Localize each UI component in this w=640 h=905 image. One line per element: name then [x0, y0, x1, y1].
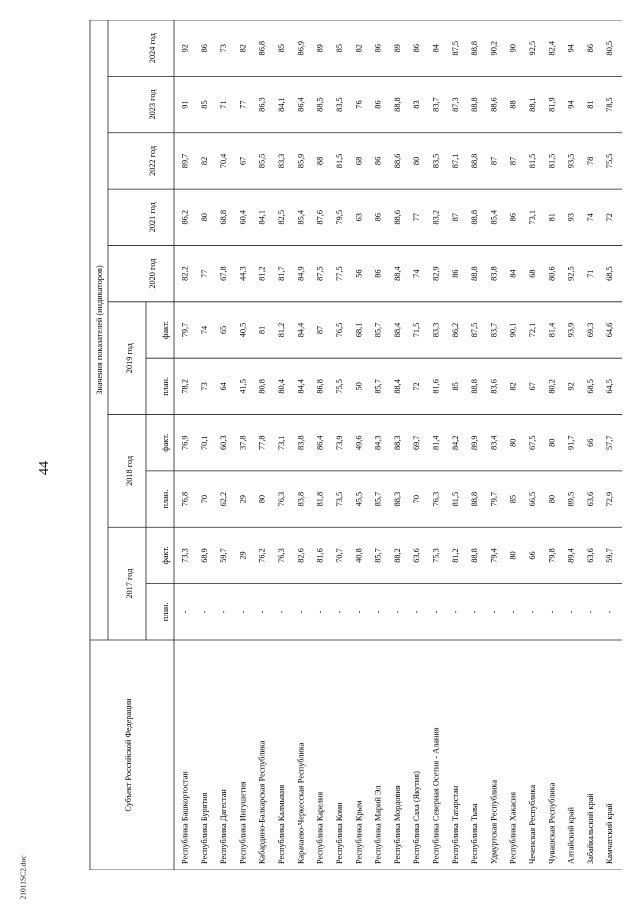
table-cell: 62,2	[219, 491, 229, 507]
table-cell: 67,5	[527, 435, 537, 450]
table-cell: 29	[238, 494, 248, 504]
table-cell: 60,3	[219, 435, 229, 450]
indicator-table	[82, 20, 622, 870]
table-cell: 85	[199, 100, 209, 109]
table-cell: 86	[373, 156, 383, 166]
table-cell: 86	[373, 213, 383, 222]
table-cell: 88,3	[392, 491, 402, 507]
table-cell: 67	[238, 156, 248, 166]
table-cell: 79,7	[489, 491, 499, 507]
table-cell: 68,5	[605, 266, 615, 281]
table-cell: 82	[508, 382, 518, 391]
table-row-subject: Республика Татарстан	[450, 785, 460, 864]
table-cell: 81,9	[547, 97, 557, 112]
year-header: 2018 год	[125, 455, 134, 486]
table-cell: 90,2	[489, 40, 499, 56]
table-cell: 69,3	[585, 322, 595, 338]
table-cell: 68,8	[219, 210, 229, 225]
table-cell: 81,7	[277, 266, 287, 281]
table-cell: 82,4	[547, 40, 557, 56]
table-cell: 83,4	[489, 435, 499, 450]
table-cell: 80	[508, 551, 518, 560]
table-cell: 40,5	[238, 322, 248, 338]
table-cell: 85,7	[373, 491, 383, 507]
table-cell: 50	[354, 382, 364, 391]
table-cell: 82,6	[296, 548, 306, 563]
table-cell: 75,5	[334, 379, 344, 394]
table-cell: 83,3	[277, 153, 287, 169]
table-cell: 81,2	[277, 322, 287, 338]
table-cell: 84,4	[296, 322, 306, 338]
table-cell: 85,9	[296, 153, 306, 169]
table-cell: 85,7	[373, 548, 383, 563]
table-cell: 88,8	[470, 210, 480, 225]
year-header: 2023 год	[148, 89, 157, 120]
table-cell: 59,7	[605, 548, 615, 563]
table-cell: 70,7	[334, 548, 344, 563]
table-cell: -	[605, 610, 615, 614]
table-cell: 85	[334, 44, 344, 53]
year-header: 2022 год	[148, 145, 157, 176]
table-cell: 76	[354, 100, 364, 109]
table-cell: 85	[450, 382, 460, 391]
table-cell: 86,4	[315, 435, 325, 450]
table-cell: 82,9	[431, 266, 441, 281]
table-cell: 89	[315, 44, 325, 53]
table-row-subject: Алтайский край	[566, 807, 576, 864]
table-cell: 80,4	[277, 379, 287, 394]
table-cell: 72,9	[605, 491, 615, 507]
table-row-subject: Республика Северная Осетия - Алания	[431, 727, 441, 864]
table-cell: 89,4	[566, 548, 576, 563]
table-cell: 85,4	[489, 210, 499, 225]
table-cell: 45,5	[354, 491, 364, 507]
table-cell: 76,3	[277, 491, 287, 507]
indicators-header: Значения показателей (индикаторов)	[95, 265, 104, 395]
table-cell: 80	[547, 494, 557, 504]
table-cell: 65	[219, 325, 229, 335]
table-cell: 67	[527, 382, 537, 391]
table-cell: 85,5	[257, 153, 267, 169]
table-cell: 88,6	[392, 210, 402, 225]
year-header: 2024 год	[148, 33, 157, 64]
table-cell: 88,8	[470, 97, 480, 112]
table-cell: 88,8	[470, 548, 480, 563]
table-cell: -	[450, 610, 460, 614]
table-cell: 68,5	[585, 379, 595, 394]
table-cell: 76,3	[431, 491, 441, 507]
table-cell: -	[585, 610, 595, 614]
table-cell: 73,1	[527, 210, 537, 225]
table-cell: 81,5	[527, 153, 537, 169]
table-cell: 87,5	[450, 40, 460, 56]
table-cell: -	[257, 610, 267, 614]
table-row-subject: Забайкальский край	[585, 793, 595, 864]
table-cell: 83,6	[489, 379, 499, 394]
table-cell: 86,2	[180, 210, 190, 225]
table-cell: 90,1	[508, 322, 518, 338]
table-cell: 89,5	[566, 491, 576, 507]
table-cell: 92,5	[527, 40, 537, 56]
table-cell: 78,5	[605, 97, 615, 112]
table-cell: 83,8	[296, 435, 306, 450]
table-cell: 85,7	[373, 379, 383, 394]
table-cell: 83,5	[431, 153, 441, 169]
table-cell: 68,1	[354, 322, 364, 338]
table-cell: 87,5	[315, 266, 325, 281]
table-cell: 81,6	[431, 379, 441, 394]
table-cell: 92,5	[566, 266, 576, 281]
table-cell: 80,5	[605, 40, 615, 56]
table-row-subject: Республика Дагестан	[219, 789, 229, 864]
table-cell: 86,3	[257, 97, 267, 112]
table-cell: 83,5	[334, 97, 344, 112]
table-cell: 80,6	[547, 266, 557, 281]
table-cell: 70,1	[199, 435, 209, 450]
table-row-subject: Республика Саха (Якутия)	[412, 771, 422, 864]
table-cell: 69,7	[412, 435, 422, 450]
table-cell: 83,8	[296, 491, 306, 507]
table-cell: 72	[412, 382, 422, 391]
table-cell: 88,8	[392, 97, 402, 112]
table-cell: 89	[392, 44, 402, 53]
table-cell: 83,2	[431, 210, 441, 225]
table-cell: 79,8	[547, 548, 557, 563]
table-cell: 87,1	[450, 153, 460, 169]
table-cell: 81,5	[547, 153, 557, 169]
table-cell: 71,5	[412, 322, 422, 338]
table-row-subject: Республика Калмыкия	[277, 784, 287, 864]
table-cell: 64	[219, 382, 229, 391]
table-row-subject: Чувашская Республика	[547, 782, 557, 864]
table-cell: 74	[585, 213, 595, 222]
table-cell: 60,4	[238, 210, 248, 225]
page-number: 44	[37, 461, 52, 475]
table-cell: 91,7	[566, 435, 576, 450]
table-cell: 73,5	[334, 491, 344, 507]
table-cell: 85,7	[373, 322, 383, 338]
table-cell: -	[373, 610, 383, 614]
table-cell: 83,3	[431, 322, 441, 338]
table-cell: 88	[315, 156, 325, 166]
table-cell: 84,9	[296, 266, 306, 281]
table-cell: 89,7	[180, 153, 190, 169]
table-cell: 88,4	[392, 266, 402, 281]
table-cell: 83,8	[489, 266, 499, 281]
table-cell: -	[180, 610, 190, 614]
table-cell: 81,2	[257, 266, 267, 281]
year-header: 2017 год	[125, 568, 134, 599]
table-cell: -	[412, 610, 422, 614]
table-cell: 41,5	[238, 379, 248, 394]
table-cell: 94	[566, 100, 576, 109]
table-cell: 83	[412, 100, 422, 109]
table-cell: 88	[508, 100, 518, 109]
table-cell: 88,8	[470, 379, 480, 394]
table-cell: 90	[508, 44, 518, 53]
table-cell: 76,3	[277, 548, 287, 563]
table-cell: 88,6	[392, 153, 402, 169]
table-row-subject: Кабардино-Балкарская Республика	[257, 740, 267, 864]
table-cell: 59,7	[219, 548, 229, 563]
table-cell: 76,8	[180, 491, 190, 507]
year-header: 2019 год	[125, 343, 134, 374]
table-cell: 86	[412, 44, 422, 53]
table-cell: 79,7	[180, 322, 190, 338]
table-cell: 44,3	[238, 266, 248, 281]
table-cell: 86,4	[296, 97, 306, 112]
table-cell: 84,1	[277, 97, 287, 112]
table-cell: 66	[585, 438, 595, 447]
table-cell: 88,5	[315, 97, 325, 112]
table-cell: 79,4	[489, 548, 499, 563]
table-cell: 64,6	[605, 322, 615, 338]
table-cell: 87	[315, 325, 325, 335]
table-cell: 88,8	[470, 40, 480, 56]
table-cell: 77,5	[334, 266, 344, 281]
table-cell: 85,4	[296, 210, 306, 225]
table-cell: 87,6	[315, 210, 325, 225]
table-cell: 80	[508, 438, 518, 447]
plan-header: план.	[161, 376, 170, 396]
table-cell: -	[354, 610, 364, 614]
table-cell: 82	[238, 44, 248, 53]
table-row-subject: Республика Хакасия	[508, 791, 518, 864]
table-cell: 88,1	[527, 97, 537, 112]
table-cell: 79,5	[334, 210, 344, 225]
table-cell: 63,6	[585, 491, 595, 507]
table-row-subject: Республика Бурятия	[199, 792, 209, 864]
table-cell: -	[547, 610, 557, 614]
table-row-subject: Республика Марий Эл	[373, 785, 383, 864]
table-cell: 94	[566, 44, 576, 53]
table-cell: 78	[585, 156, 595, 166]
table-cell: 76,5	[334, 322, 344, 338]
table-cell: 81	[257, 325, 267, 335]
table-cell: 40,8	[354, 548, 364, 563]
fact-header: факт.	[161, 433, 170, 452]
table-row-subject: Удмуртская Республика	[489, 780, 499, 864]
table-cell: 81,6	[315, 548, 325, 563]
table-row-subject: Чеченская Республика	[527, 784, 537, 864]
table-cell: 63,6	[412, 548, 422, 563]
table-cell: 86,8	[315, 379, 325, 394]
table-cell: 86,8	[257, 40, 267, 56]
table-cell: 80,2	[547, 379, 557, 394]
table-cell: 84	[508, 269, 518, 278]
table-cell: 84,2	[450, 435, 460, 450]
table-row-subject: Камчатский край	[605, 803, 615, 864]
table-cell: 78,2	[180, 379, 190, 394]
table-cell: 74	[412, 269, 422, 278]
table-cell: 86	[373, 100, 383, 109]
table-cell: 81	[585, 100, 595, 109]
table-row-subject: Республика Крым	[354, 800, 364, 864]
table-cell: 88,8	[470, 491, 480, 507]
table-row-subject: Карачаево-Черкесская Республика	[296, 742, 306, 864]
table-cell: 86	[508, 213, 518, 222]
table-cell: 86	[373, 269, 383, 278]
table-cell: 86	[199, 44, 209, 53]
table-cell: 92	[566, 382, 576, 391]
table-cell: 87	[450, 213, 460, 222]
table-cell: 80	[199, 213, 209, 222]
table-cell: 80	[257, 494, 267, 504]
table-cell: 73,9	[334, 435, 344, 450]
table-cell: -	[315, 610, 325, 614]
table-cell: 72,1	[527, 322, 537, 338]
table-row-subject: Республика Карелия	[315, 791, 325, 864]
table-cell: 86,2	[450, 322, 460, 338]
table-cell: 64,5	[605, 379, 615, 394]
table-cell: 81,5	[334, 153, 344, 169]
table-cell: 70	[199, 494, 209, 504]
table-row-subject: Республика Тыва	[470, 803, 480, 864]
fact-header: факт.	[161, 320, 170, 340]
table-cell: 68	[527, 269, 537, 278]
table-cell: 70,4	[219, 153, 229, 169]
table-cell: 92	[180, 44, 190, 53]
table-cell: -	[508, 610, 518, 614]
table-cell: 80	[412, 156, 422, 166]
table-cell: 72	[605, 213, 615, 222]
table-cell: 67,8	[219, 266, 229, 281]
table-cell: 85	[508, 494, 518, 504]
table-cell: 81,2	[450, 548, 460, 563]
table-cell: -	[219, 610, 229, 614]
table-cell: 73,1	[277, 435, 287, 450]
table-row-subject: Республика Коми	[334, 802, 344, 864]
table-cell: 88,6	[489, 97, 499, 112]
table-cell: 81	[547, 213, 557, 222]
table-cell: 88,4	[392, 322, 402, 338]
table-cell: 66	[527, 551, 537, 560]
table-cell: 77	[412, 213, 422, 222]
table-cell: 75,3	[431, 548, 441, 563]
table-row-subject: Республика Мордовия	[392, 785, 402, 864]
table-cell: -	[470, 610, 480, 614]
table-cell: 80	[547, 438, 557, 447]
table-cell: 66,5	[527, 491, 537, 507]
table-cell: -	[199, 610, 209, 614]
table-cell: 84,4	[296, 379, 306, 394]
table-cell: -	[238, 610, 248, 614]
table-cell: 74	[199, 325, 209, 335]
table-cell: 81,8	[315, 491, 325, 507]
plan-header: план.	[161, 489, 170, 509]
table-cell: 68	[354, 156, 364, 166]
table-cell: 88,4	[392, 379, 402, 394]
table-cell: 37,8	[238, 435, 248, 450]
table-cell: 88,2	[392, 548, 402, 563]
table-cell: -	[392, 610, 402, 614]
table-cell: 70	[412, 494, 422, 504]
table-cell: 82,5	[277, 210, 287, 225]
table-cell: 85	[277, 44, 287, 53]
table-cell: 56	[354, 269, 364, 278]
year-header: 2020 год	[148, 258, 157, 289]
table-cell: 93,5	[566, 153, 576, 169]
table-cell: 81,4	[431, 435, 441, 450]
table-cell: 83,7	[489, 322, 499, 338]
table-cell: 86,9	[296, 40, 306, 56]
table-cell: 93	[566, 213, 576, 222]
table-cell: 57,7	[605, 435, 615, 450]
table-cell: 29	[238, 551, 248, 560]
table-cell: 88,8	[470, 266, 480, 281]
rotated-table-group	[90, 20, 622, 870]
table-cell: 71	[585, 269, 595, 278]
table-cell: 80,8	[257, 379, 267, 394]
year-header: 2021 год	[148, 202, 157, 233]
table-cell: 88,3	[392, 435, 402, 450]
table-cell: -	[431, 610, 441, 614]
table-cell: 63,6	[585, 548, 595, 563]
table-cell: 81,4	[547, 322, 557, 338]
table-cell: -	[566, 610, 576, 614]
table-cell: 63	[354, 213, 364, 222]
table-cell: 77	[199, 269, 209, 278]
table-cell: -	[334, 610, 344, 614]
table-cell: 86	[373, 44, 383, 53]
table-cell: 83,7	[431, 97, 441, 112]
table-cell: 87,5	[470, 322, 480, 338]
table-cell: 81,5	[450, 491, 460, 507]
table-cell: 84,3	[373, 435, 383, 450]
table-cell: 93,9	[566, 322, 576, 338]
table-cell: 86	[585, 44, 595, 53]
plan-header: план.	[161, 602, 170, 622]
table-cell: 76,9	[180, 435, 190, 450]
table-cell: -	[277, 610, 287, 614]
table-cell: 86	[450, 269, 460, 278]
table-cell: 89,9	[470, 435, 480, 450]
table-row-subject: Республика Ингушетия	[238, 781, 248, 864]
table-cell: 68,9	[199, 548, 209, 563]
table-cell: 82	[354, 44, 364, 53]
table-cell: -	[296, 610, 306, 614]
subject-header: Субъект Российской Федерации	[124, 698, 133, 812]
table-cell: -	[489, 610, 499, 614]
table-cell: 82,2	[180, 266, 190, 281]
fact-header: факт.	[161, 546, 170, 565]
table-cell: 88,8	[470, 153, 480, 169]
table-cell: 49,6	[354, 435, 364, 450]
table-cell: 84	[431, 44, 441, 53]
table-row-subject: Республика Башкортостан	[180, 771, 190, 864]
table-cell: 84,1	[257, 210, 267, 225]
table-cell: 71	[219, 100, 229, 109]
table-cell: 73,3	[180, 548, 190, 563]
table-cell: 73	[219, 44, 229, 53]
table-cell: 75,5	[605, 153, 615, 169]
table-cell: 91	[180, 100, 190, 109]
table-cell: 76,2	[257, 548, 267, 563]
table-cell: -	[527, 610, 537, 614]
table-cell: 87	[489, 156, 499, 166]
table-cell: 87,3	[450, 97, 460, 112]
footer-filename: 21011SC2.doc	[18, 855, 28, 900]
table-cell: 73	[199, 382, 209, 391]
table-cell: 87	[508, 156, 518, 166]
table-cell: 82	[199, 156, 209, 166]
table-cell: 77,8	[257, 435, 267, 450]
table-cell: 77	[238, 100, 248, 109]
